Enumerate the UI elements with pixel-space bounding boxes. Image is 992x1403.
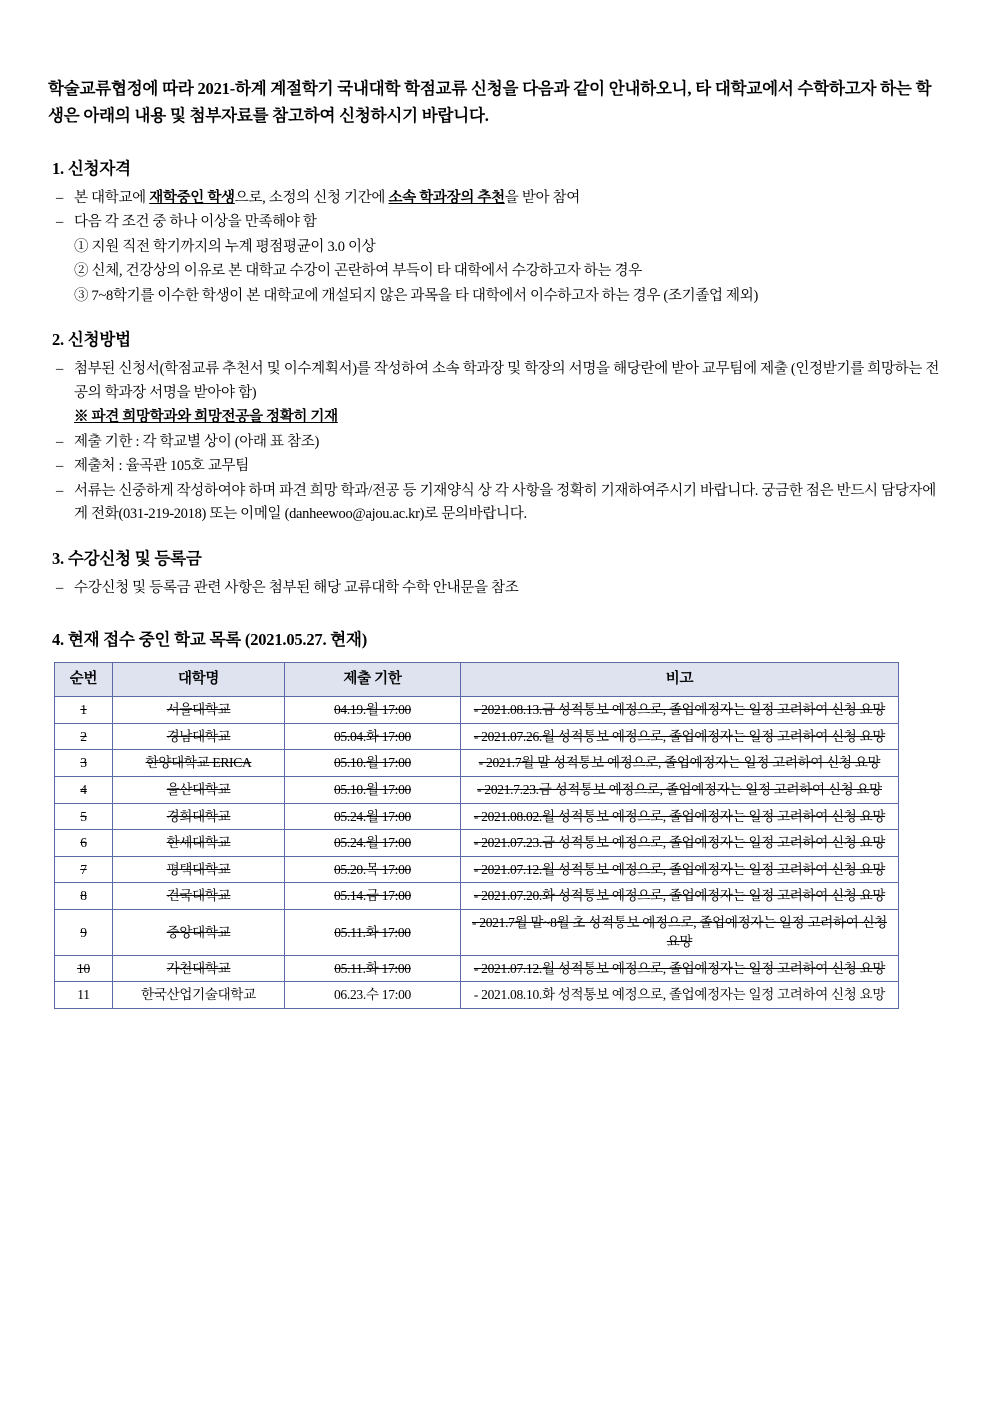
registration-list xyxy=(48,577,944,600)
column-header-deadline: 제출 기한 xyxy=(285,663,461,697)
cell-university: 한양대학교 ERICA xyxy=(113,750,285,777)
table-row xyxy=(55,776,899,803)
cell-university: 경남대학교 xyxy=(113,723,285,750)
cell-deadline: 05.24.월 17:00 xyxy=(285,830,461,857)
cell-no: 9 xyxy=(55,909,113,955)
table-header-row xyxy=(55,663,899,697)
column-header-remarks: 비고 xyxy=(461,663,899,697)
cell-deadline: 05.10.월 17:00 xyxy=(285,776,461,803)
cell-no: 7 xyxy=(55,856,113,883)
table-row xyxy=(55,909,899,955)
cell-deadline: 05.11.화 17:00 xyxy=(285,909,461,955)
list-item xyxy=(48,455,944,478)
q-part-d: 소속 학과장의 추천 xyxy=(388,189,505,206)
list-item-label: ※ 파견 희망학과와 희망전공을 정확히 기재 xyxy=(74,409,338,426)
q-part-b: 재학중인 학생 xyxy=(149,189,235,206)
section-school-list xyxy=(48,626,944,1009)
cell-no: 1 xyxy=(55,697,113,724)
list-item xyxy=(48,211,944,234)
cell-remarks: - 2021.07.12.월 성적통보 예정으로, 졸업예정자는 일정 고려하여 신청 요망 xyxy=(461,955,899,982)
cell-university: 한세대학교 xyxy=(113,830,285,857)
cell-remarks: - 2021.7.23.금 성적통보 예정으로, 졸업예정자는 일정 고려하여 신청 요망 xyxy=(461,776,899,803)
table-row xyxy=(55,856,899,883)
list-item xyxy=(48,187,944,210)
list-item-label: 다음 각 조건 중 하나 이상을 만족해야 함 xyxy=(74,214,317,231)
table-row xyxy=(55,883,899,910)
list-item-label: ① 지원 직전 학기까지의 누계 평점평균이 3.0 이상 xyxy=(74,238,376,255)
cell-no: 8 xyxy=(55,883,113,910)
table-row xyxy=(55,723,899,750)
list-item-label: 수강신청 및 등록금 관련 사항은 첨부된 해당 교류대학 수학 안내문을 참조 xyxy=(74,579,519,596)
intro-paragraph: 학술교류협정에 따라 2021-하계 계절학기 국내대학 학점교류 신청을 다음과 같이 안내하오니, 타 대학교에서 수학하고자 하는 학생은 아래의 내용 및 첨부자료를 참고하여 신청하시기 바랍니다. xyxy=(48,78,932,125)
cell-university: 경희대학교 xyxy=(113,803,285,830)
list-item xyxy=(48,236,944,259)
cell-university: 울산대학교 xyxy=(113,776,285,803)
dash-marker: – xyxy=(56,482,63,499)
cell-university: 건국대학교 xyxy=(113,883,285,910)
q-part-e: 을 받아 참여 xyxy=(504,189,580,206)
table-header xyxy=(55,663,899,697)
cell-no: 6 xyxy=(55,830,113,857)
list-item xyxy=(48,431,944,454)
cell-university: 중앙대학교 xyxy=(113,909,285,955)
table-row xyxy=(55,830,899,857)
section-title-4: 4. 현재 접수 중인 학교 목록 (2021.05.27. 현재) xyxy=(52,630,368,650)
section-qualification xyxy=(48,155,944,308)
list-item-label: 제출 기한 : 각 학교별 상이 (아래 표 참조) xyxy=(74,433,319,450)
table-row xyxy=(55,803,899,830)
list-item-label: 첨부된 신청서(학점교류 추천서 및 이수계획서)를 작성하여 소속 학과장 및 학장의 서명을 해당란에 받아 교무팀에 제출 (인정받기를 희망하는 전공의 학과장 서명을 받아야 함) xyxy=(74,361,940,401)
section-application-method xyxy=(48,326,944,526)
cell-remarks: - 2021.08.10.화 성적통보 예정으로, 졸업예정자는 일정 고려하여 신청 요망 xyxy=(461,982,899,1009)
cell-deadline: 05.14.금 17:00 xyxy=(285,883,461,910)
cell-deadline: 06.23.수 17:00 xyxy=(285,982,461,1009)
cell-no: 3 xyxy=(55,750,113,777)
cell-remarks: - 2021.08.13.금 성적통보 예정으로, 졸업예정자는 일정 고려하여 신청 요망 xyxy=(461,697,899,724)
dash-marker: – xyxy=(56,214,63,231)
section-title-3: 3. 수강신청 및 등록금 xyxy=(52,548,202,568)
table-row xyxy=(55,982,899,1009)
cell-deadline: 05.04.화 17:00 xyxy=(285,723,461,750)
cell-remarks: - 2021.7월 말 성적통보 예정으로, 졸업예정자는 일정 고려하여 신청 요망 xyxy=(461,750,899,777)
column-header-no: 순번 xyxy=(55,663,113,697)
cell-no: 10 xyxy=(55,955,113,982)
cell-remarks: - 2021.07.23.금 성적통보 예정으로, 졸업예정자는 일정 고려하여 신청 요망 xyxy=(461,830,899,857)
q-part-a: 본 대학교에 xyxy=(74,189,150,206)
table-row xyxy=(55,750,899,777)
cell-deadline: 05.10.월 17:00 xyxy=(285,750,461,777)
cell-deadline: 05.24.월 17:00 xyxy=(285,803,461,830)
cell-university: 평택대학교 xyxy=(113,856,285,883)
cell-university: 가천대학교 xyxy=(113,955,285,982)
application-method-list xyxy=(48,358,944,526)
cell-remarks: - 2021.08.02.월 성적통보 예정으로, 졸업예정자는 일정 고려하여 신청 요망 xyxy=(461,803,899,830)
cell-no: 11 xyxy=(55,982,113,1009)
cell-no: 4 xyxy=(55,776,113,803)
list-item-label: 서류는 신중하게 작성하여야 하며 파견 희망 학과/전공 등 기재양식 상 각 사항을 정확히 기재하여주시기 바랍니다. 궁금한 점은 반드시 담당자에게 전화(031-219-2018) 또는 이메일 (danheewoo@ajou.ac.kr)로 문의바랍니다. xyxy=(74,482,936,523)
dash-marker: – xyxy=(56,189,63,206)
cell-remarks: - 2021.07.20.화 성적통보 예정으로, 졸업예정자는 일정 고려하여 신청 요망 xyxy=(461,883,899,910)
section-title-1: 1. 신청자격 xyxy=(52,158,131,178)
list-item xyxy=(48,285,944,308)
cell-university: 한국산업기술대학교 xyxy=(113,982,285,1009)
dash-marker: – xyxy=(56,579,63,596)
cell-university: 서울대학교 xyxy=(113,697,285,724)
cell-deadline: 05.20.목 17:00 xyxy=(285,856,461,883)
cell-deadline: 05.11.화 17:00 xyxy=(285,955,461,982)
column-header-university: 대학명 xyxy=(113,663,285,697)
dash-marker: – xyxy=(56,433,63,450)
list-item-label: 제출처 : 율곡관 105호 교무팀 xyxy=(74,458,249,475)
list-item-emphasis xyxy=(48,406,944,429)
cell-no: 2 xyxy=(55,723,113,750)
list-item-label: ③ 7~8학기를 이수한 학생이 본 대학교에 개설되지 않은 과목을 타 대학에서 이수하고자 하는 경우 (조기졸업 제외) xyxy=(74,287,758,304)
table-body xyxy=(55,697,899,1009)
cell-remarks: - 2021.07.12.월 성적통보 예정으로, 졸업예정자는 일정 고려하여 신청 요망 xyxy=(461,856,899,883)
cell-remarks: - 2021.07.26.월 성적통보 예정으로, 졸업예정자는 일정 고려하여 신청 요망 xyxy=(461,723,899,750)
list-item xyxy=(48,260,944,283)
list-item xyxy=(48,577,944,600)
dash-marker: – xyxy=(56,361,63,378)
dash-marker: – xyxy=(56,458,63,475)
school-list-table xyxy=(54,662,899,1009)
table-row xyxy=(55,955,899,982)
list-item xyxy=(48,358,944,405)
qualification-list xyxy=(48,187,944,308)
cell-deadline: 04.19.월 17:00 xyxy=(285,697,461,724)
cell-remarks: - 2021.7월 말~8월 초 성적통보 예정으로, 졸업예정자는 일정 고려하여 신청 요망 xyxy=(461,909,899,955)
list-item xyxy=(48,480,944,527)
list-item-label: ② 신체, 건강상의 이유로 본 대학교 수강이 곤란하여 부득이 타 대학에서 수강하고자 하는 경우 xyxy=(74,263,642,280)
table-row xyxy=(55,697,899,724)
section-title-2: 2. 신청방법 xyxy=(52,330,131,350)
q-part-c: 으로, 소정의 신청 기간에 xyxy=(234,189,389,206)
section-registration-tuition xyxy=(48,545,944,600)
cell-no: 5 xyxy=(55,803,113,830)
